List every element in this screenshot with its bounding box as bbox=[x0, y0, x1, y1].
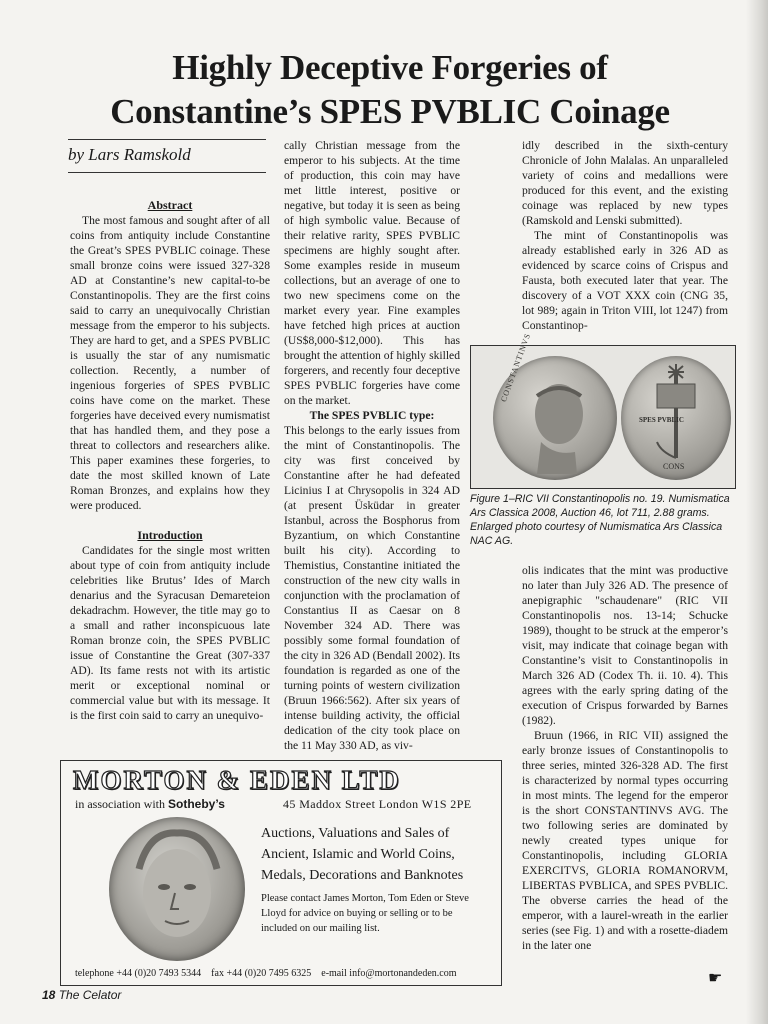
page-edge bbox=[746, 0, 768, 1024]
column-2-paragraph-1: cally Christian message from the emperor to his subjects. At the time of production, this coin may have met little interest, positive or negative, but today it is seen as being of high symbolic value. Because of their relative rarity, SPES PVBLIC specimens are highly sought after. Some examples reside in museum collections, but an average of one to two new specimens come on the market every year. Fine examples have fetched high prices at auction (US$8,000-$12,000). This has brought the attention of highly skilled forgerers, and recently four deceptive SPES PVBLIC forgeries have come on the market. bbox=[284, 139, 460, 407]
column-2 bbox=[284, 138, 460, 753]
ad-address: 45 Maddox Street London W1S 2PE bbox=[283, 797, 472, 811]
introduction-text: Candidates for the single most written about type of coin from antiquity include celebrities like Brutus’ Ides of March denarius and the Syracusan Demareteion dekadrachm. However, the title may go to a small and rather inconspicuous late Roman bronze coin, the SPES PVBLIC issue of Constantine the Great (307-337 AD). Its fame rests not with its artistic merit or exceptional nominal or commercial value but with its message. It is the first coin said to carry an unequivo- bbox=[70, 544, 270, 722]
ad-coin-head-image bbox=[109, 817, 245, 961]
title-line-1: Highly Deceptive Forgeries of bbox=[172, 48, 608, 87]
coin-obverse bbox=[493, 331, 617, 480]
page-number: 18 bbox=[42, 988, 56, 1002]
column-3-paragraph-2: The mint of Constantinopolis was already established early in 326 AD as evidenced by scarce coins of Crispus and Fausta, both executed later that year. The discovery of a VOT XXX coin (CNG 35, lot 989; again in Triton VIII, lot 1247) from Constantinop- bbox=[522, 229, 728, 332]
column-3-paragraph-1: idly described in the sixth-century Chronicle of John Malalas. An unparalleled variety of coins and medallions were produced for this event, and the existing coinage was replaced by new types (Ramskold and Lenski submitted). bbox=[522, 139, 728, 227]
ad-assoc-prefix: in association with bbox=[75, 797, 165, 811]
ad-email: e-mail info@mortonandeden.com bbox=[321, 968, 457, 979]
column-2-paragraph-2: This belongs to the early issues from the mint of Constantinopolis. The city was first conceived by Constantine after he had defeated Licinius I at Chrysopolis in 324 AD (at present Üsküdar in greater Istanbul, across the Bosphorus from Byzantium, on which Constantine built his city). According to Themistius, Constantine initiated the construction of the new city walls in conjunction with the proclamation of Constantius II as Caesar on 8 November 324 AD. There was possibly some formal foundation of the city in 326 AD (Bendall 2002). Its foundation is regarded as one of the turning points of western civilization (Bruun 1966:562). After six years of intense building activity, the official dedication of the city took place on the 11 May 330 AD, as viv- bbox=[284, 424, 460, 752]
abstract-heading: Abstract bbox=[147, 198, 193, 212]
column-1 bbox=[70, 198, 270, 723]
ad-fax: fax +44 (0)20 7495 6325 bbox=[211, 968, 312, 979]
spes-type-heading: The SPES PVBLIC type: bbox=[309, 409, 435, 422]
coin-reverse bbox=[621, 356, 731, 480]
ad-services: Auctions, Valuations and Sales of Ancient, Islamic and World Coins, Medals, Decorations and Banknotes bbox=[261, 826, 464, 883]
column-3-paragraph-3: olis indicates that the mint was productive no later than July 326 AD. The presence of anepigraphic "schaudenare" (RIC VII Constantinopolis nos. 13-14; Schucke 1989), thought to be struck at the emperor’s visit, may indicate that coinage began with Constantine’s visit to Constantinopolis in March 326 AD (Codex Th. ii. 10. 4). This agrees with the early spring dating of the execution of Crispus forwarded by Barnes (1982). bbox=[522, 564, 728, 727]
byline-rule-bottom bbox=[68, 172, 266, 173]
byline-rule-top bbox=[68, 139, 266, 140]
ad-contact: Please contact James Morton, Tom Eden or Steve Lloyd for advice on buying or selling or to be included on our mailing list. bbox=[261, 893, 469, 934]
ad-assoc-partner: Sotheby’s bbox=[168, 797, 225, 811]
ad-telephone: telephone +44 (0)20 7493 5344 bbox=[75, 968, 202, 979]
byline: by Lars Ramskold bbox=[68, 145, 191, 164]
morton-eden-advertisement bbox=[60, 760, 502, 986]
column-3-bottom bbox=[522, 563, 728, 953]
publication-name: The Celator bbox=[58, 988, 122, 1002]
title-line-2: Constantine’s SPES PVBLIC Coinage bbox=[110, 92, 670, 131]
ad-association bbox=[75, 797, 225, 812]
figure-1-caption: Figure 1–RIC VII Constantinopolis no. 19. Numismatica Ars Classica 2008, Auction 46, lot 711, 2.88 grams. Enlarged photo courtesy of Numismatica Ars Classica NAC AG. bbox=[470, 493, 730, 547]
continue-pointer-icon: ☛ bbox=[708, 970, 723, 987]
medusa-head-icon bbox=[109, 817, 245, 961]
page-footer bbox=[42, 988, 121, 1002]
reverse-legend: SPES PVBLIC bbox=[639, 416, 684, 424]
ad-company-name: MORTON & EDEN LTD bbox=[73, 765, 401, 795]
figure-1-photo bbox=[470, 331, 736, 489]
reverse-mint-mark: CONS bbox=[663, 462, 685, 471]
column-3-paragraph-4: Bruun (1966, in RIC VII) assigned the early bronze issues of Constantinopolis to three series, minted 326-328 AD. The first is characterized by normal types occurring in most mints. The legend for the emperor is the short CONSTANTINVS AVG. The two following series are dominated by newly created types unique for Constantinopolis, including GLORIA EXERCITVS, GLORIA ROMANORVM, LIBERTAS PVBLICA, and SPES PVBLIC. The obverse carries the head of the emperor, with a laurel-wreath in the earlier series (see Fig. 1) and with a rosette-diadem in the later one bbox=[522, 729, 728, 952]
ad-contact-details bbox=[75, 968, 495, 979]
article-title bbox=[40, 46, 740, 134]
column-3-top bbox=[522, 138, 728, 333]
introduction-heading: Introduction bbox=[137, 528, 203, 542]
abstract-text: The most famous and sought after of all coins from antiquity include Constantine the Great’s SPES PVBLIC coinage. These small bronze coins were issued 327-328 AD at Constantine’s new capital-to-be Constantinopolis. They are the first coins said to carry an unequivocally Christian message from the emperor to his subjects. They are hard to get, and a SPES PVBLIC is usually the star of any numismatic collection. Recently, a number of ingenious forgeries of SPES PVBLIC coins have come on the market. These forgeries have deceived every numismatist that has handled them, and they pose a threat to collectors and researchers alike. This paper examines these forgeries, to date the most skilled known of Late Roman Bronzes, and explains how they were produced. bbox=[70, 214, 270, 512]
obverse-legend: CONSTANTINVS bbox=[499, 331, 533, 404]
